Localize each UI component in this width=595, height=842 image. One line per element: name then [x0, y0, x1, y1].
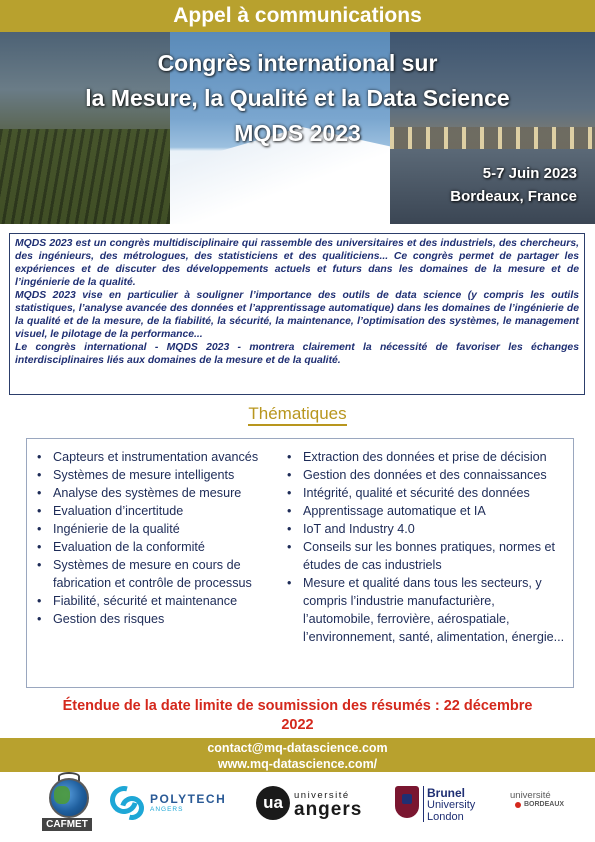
- contact-email-link[interactable]: contact@mq-datascience.com: [207, 741, 388, 755]
- themes-box: [26, 438, 574, 688]
- theme-item: • Gestion des risques: [35, 610, 290, 628]
- theme-item: • Ingénierie de la qualité: [35, 520, 290, 538]
- theme-item: • Fiabilité, sécurité et maintenance: [35, 592, 290, 610]
- congress-location: Bordeaux, France: [450, 188, 577, 205]
- ua-mark: ua: [256, 786, 290, 820]
- theme-item: • Systèmes de mesure intelligents: [35, 466, 290, 484]
- theme-item: • Analyse des systèmes de mesure: [35, 484, 290, 502]
- themes-heading-text: Thématiques: [248, 404, 346, 426]
- angers-universite-word: université: [294, 790, 350, 801]
- polytech-sub: ANGERS: [150, 806, 184, 813]
- partner-logos: [0, 772, 595, 842]
- polytech-name: POLYTECH: [150, 792, 227, 806]
- themes-list-left: [35, 448, 290, 628]
- divider: [423, 786, 424, 822]
- themes-list-right: [285, 448, 565, 646]
- congress-date: 5-7 Juin 2023: [482, 165, 577, 182]
- theme-item: • Gestion des données et des connaissances: [285, 466, 565, 484]
- universite-bordeaux-logo: [510, 790, 580, 826]
- contact-band: [0, 738, 595, 772]
- london-word: London: [427, 811, 464, 823]
- intro-paragraph: MQDS 2023 est un congrès multidisciplinaire qui rassemble des universitaires et des industriels, des chercheurs, des ingénieurs, des métrologues, des statisticiens et des qualiticiens... Ce congrès permet de partager les expériences et de discuter des développements actuels et futurs dans les domaines de la mesure et de l’ingénierie de la qualité.: [15, 238, 579, 288]
- polytech-angers-logo: [110, 784, 240, 828]
- universite-angers-logo: [256, 784, 366, 828]
- website-link[interactable]: www.mq-datascience.com/: [217, 757, 378, 771]
- brunel-word: Brunel: [427, 786, 466, 800]
- bordeaux-universite-word: université: [510, 790, 551, 801]
- brunel-crest-icon: [395, 786, 419, 818]
- themes-heading: [0, 404, 595, 424]
- intro-text-box: [9, 233, 585, 395]
- university-word: University: [427, 799, 476, 811]
- theme-item: • Evaluation de la conformité: [35, 538, 290, 556]
- theme-item: • IoT and Industry 4.0: [285, 520, 565, 538]
- cafmet-label: CAFMET: [42, 818, 92, 831]
- hero-banner: [0, 32, 595, 224]
- congress-title-line-1: Congrès international sur: [157, 50, 438, 76]
- theme-item: • Evaluation d’incertitude: [35, 502, 290, 520]
- congress-title-line-2: la Mesure, la Qualité et la Data Science: [85, 85, 510, 111]
- bordeaux-dot-icon: [515, 802, 521, 808]
- continent-shape: [54, 786, 70, 804]
- congress-title-line-3: MQDS 2023: [234, 120, 361, 146]
- intro-paragraph: Le congrès international - MQDS 2023 - montrera clairement la nécessité de favoriser les échanges interdisciplinaires liés aux domaines de la mesure et de la qualité.: [15, 342, 579, 366]
- theme-item: • Capteurs et instrumentation avancés: [35, 448, 290, 466]
- theme-item: • Extraction des données et prise de décision: [285, 448, 565, 466]
- intro-paragraph: MQDS 2023 vise en particulier à souligner l’importance des outils de data science (y compris les outils statistiques, l’analyse avancée des données et l’apprentissage automatique) dans les domaines de l’ingénierie de la qualité et de la mesure, de la fiabilité, la sécurité, la maintenance, l’optimisation des systèmes, le management visuel, le pilotage de la performance...: [15, 290, 579, 340]
- theme-item: • Apprentissage automatique et IA: [285, 502, 565, 520]
- call-for-papers-banner: Appel à communications: [0, 0, 595, 32]
- theme-item: • Intégrité, qualité et sécurité des données: [285, 484, 565, 502]
- cafmet-logo: [42, 774, 92, 836]
- submission-deadline: Étendue de la date limite de soumission des résumés : 22 décembre 2022: [62, 698, 533, 733]
- theme-item: • Conseils sur les bonnes pratiques, normes et études de cas industriels: [285, 538, 565, 574]
- theme-item: • Systèmes de mesure en cours de fabrication et contrôle de processus: [35, 556, 290, 592]
- brunel-university-logo: [395, 784, 490, 832]
- theme-item: • Mesure et qualité dans tous les secteurs, y compris l’industrie manufacturière, l’automobile, ferrovière, aérospatiale, l’environnement, santé, alimentation, énergie...: [285, 574, 565, 646]
- bordeaux-name: BORDEAUX: [524, 801, 565, 808]
- angers-name: angers: [294, 799, 363, 820]
